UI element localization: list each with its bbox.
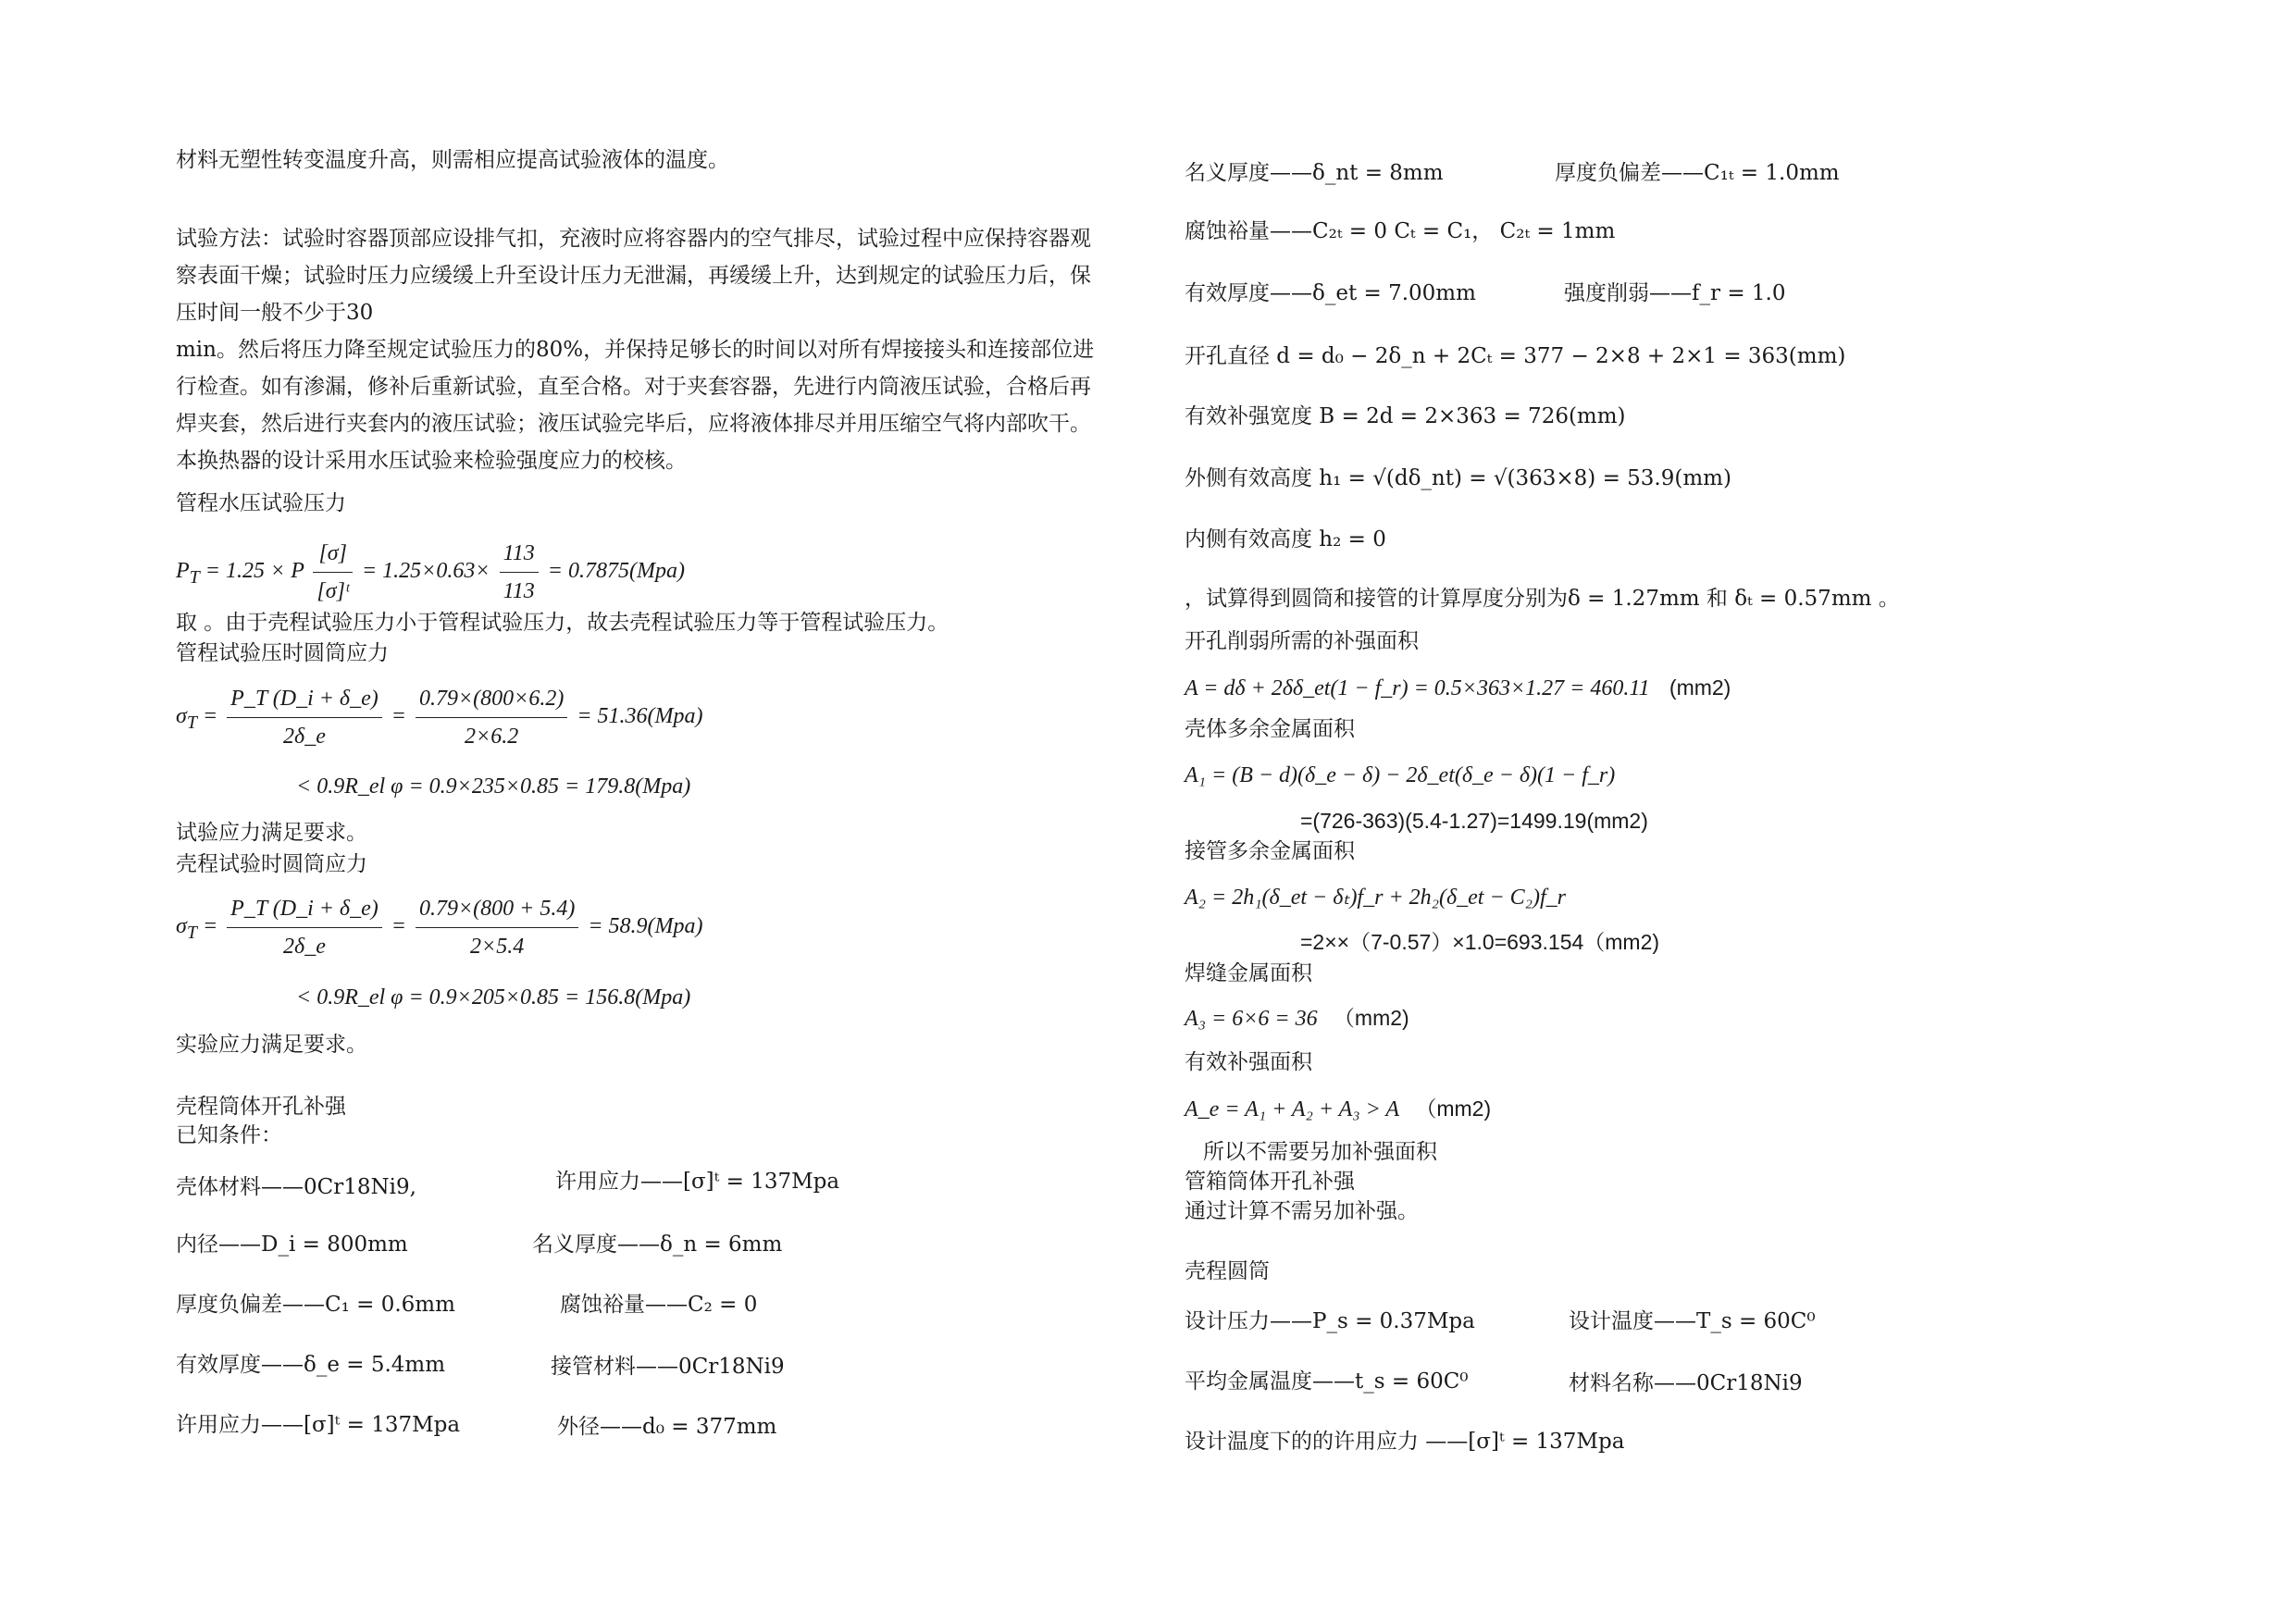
eq1-frac-a [227, 680, 382, 755]
eq2-num-a: P_T (D_i + δ_e) [227, 890, 382, 928]
eq2-result: 58.9(Mpa) [608, 914, 703, 939]
heading-a2: 接管多余金属面积 [1185, 839, 1355, 863]
equation-a2-value: =2××（7-0.57）×1.0=693.154（mm2) [1300, 930, 1660, 954]
shell-row2-right: 材料名称——0Cr18Ni9 [1569, 1371, 1803, 1395]
thickness-note: ，试算得到圆筒和接管的计算厚度分别为δ = 1.27mm 和 δₜ = 0.57mm 。 [1185, 587, 1900, 611]
eq1-num-a: P_T (D_i + δ_e) [227, 680, 382, 718]
eq-pt-den1: [σ]ᵗ [316, 579, 349, 603]
no-need-text: 所以不需要另加补强面积 [1203, 1140, 1437, 1164]
heading-shell-opening: 壳程筒体开孔补强 [176, 1094, 346, 1118]
equation-area-a: A = dδ + 2δδ_et(1 − f_r) = 0.5×363×1.27 = 460.11 (mm2) [1185, 675, 1731, 700]
rrow1-left: 名义厚度——δ_nt = 8mm [1185, 161, 1444, 185]
heading-ae: 有效补强面积 [1185, 1050, 1312, 1074]
row1-left: 壳体材料——0Cr18Ni9, [176, 1175, 416, 1199]
heading-box-opening: 管箱筒体开孔补强 [1185, 1170, 1355, 1194]
take-note: 取 。由于壳程试验压力小于管程试验压力，故去壳程试验压力等于管程试验压力。 [176, 611, 949, 635]
eq-pt-num2: 113 [500, 535, 539, 573]
row3-right: 腐蚀裕量——C₂ = 0 [560, 1293, 758, 1317]
eq1-den-a: 2δ_e [283, 725, 326, 749]
eq-pt-frac2 [500, 535, 539, 610]
equation-tube-stress: $\sigma_T$ = $\frac{P\_T (D\_i + \delta\_e)}{2\delta\_e}$ = $\frac{0.79\times(800\times 6.2)}{2\times 6.2}$ = 51.36(Mpa) [176, 680, 703, 755]
shell-row2-left: 平均金属温度——t_s = 60C⁰ [1185, 1369, 1469, 1394]
eq-pt-mid2: 1.25×0.63× [382, 559, 490, 584]
heading-shell-stress: 壳程试验时圆筒应力 [176, 851, 367, 875]
eq-pt-mid: 1.25 × P [226, 559, 304, 584]
row1-right: 许用应力——[σ]ᵗ = 137Mpa [555, 1170, 840, 1194]
eq-pt-lhs: $P_T$ = [176, 559, 226, 588]
row3-left: 厚度负偏差——C₁ = 0.6mm [176, 1293, 455, 1317]
equation-shell-stress: $\sigma_T$ = $\frac{P\_T (D\_i + \delta\_e)}{2\delta\_e}$ = $\frac{0.79\times(800 + 5.4)}{2\times 5.4}$ = 58.9(Mpa) [176, 890, 703, 965]
ok2-text: 实验应力满足要求。 [176, 1033, 367, 1057]
heading-tube-stress: 管程试验压时圆筒应力 [176, 640, 389, 664]
eq1-frac-b [416, 680, 567, 755]
rrow3-right: 强度削弱——f_r = 1.0 [1564, 281, 1786, 305]
equation-a1-value: =(726-363)(5.4-1.27)=1499.19(mm2) [1300, 809, 1648, 833]
row5-right: 外径——d₀ = 377mm [557, 1415, 777, 1439]
equation-ae: A_e = A₁ + A₂ + A₃ > A （mm2) [1185, 1096, 1492, 1121]
eq1-check: < 0.9R_el φ = 0.9×235×0.85 = 179.8(Mpa) [296, 774, 691, 799]
rrow3-left: 有效厚度——δ_et = 7.00mm [1185, 281, 1476, 305]
eq2-frac-b [416, 890, 578, 965]
heading-tube-pressure: 管程水压试验压力 [176, 490, 346, 514]
shell-row1-right: 设计温度——T_s = 60C⁰ [1569, 1309, 1816, 1333]
outer-height: 外侧有效高度 h₁ = √(dδ_nt) = √(363×8) = 53.9(mm) [1185, 466, 1731, 490]
ok1-text: 试验应力满足要求。 [176, 821, 367, 845]
equation-a3: A₃ = 6×6 = 36 （mm2) [1185, 1006, 1409, 1031]
method-paragraph [176, 220, 1111, 479]
row4-left: 有效厚度——δ_e = 5.4mm [176, 1353, 446, 1377]
method-part2: min。然后将压力降至规定试验压力的80%，并保持足够长的时间以对所有焊接接头和连接部位进行检查。如有渗漏，修补后重新试验，直至合格。对于夹套容器，先进行内筒液压试验，合格后再焊夹套，然后进行夹套内的液压试验；液压试验完毕后，应将液体排尽并用压缩空气将内部吹干。本换热器的设计采用水压试验来检验强度应力的校核。 [176, 338, 1095, 473]
opening-diameter: 开孔直径 d = d₀ − 2δ_n + 2Cₜ = 377 − 2×8 + 2×1 = 363(mm) [1185, 344, 1846, 368]
eq2-den-b: 2×5.4 [470, 935, 525, 959]
effective-width: 有效补强宽度 B = 2d = 2×363 = 726(mm) [1185, 404, 1626, 428]
equation-pt: $P_T = 1.25 \times P$ $\frac{[\sigma]}{\text{[σ]ᵗ}}$ = 1.25×0.63× $\frac{113}{113}$ = 0.7875(Mpa) [176, 535, 685, 610]
known-conditions: 已知条件： [176, 1123, 282, 1147]
eq-pt-frac1 [313, 535, 353, 610]
intro-text: 材料无塑性转变温度升高，则需相应提高试验液体的温度。 [176, 148, 729, 172]
eq-pt-den2: 113 [503, 579, 535, 603]
row2-left: 内径——D_i = 800mm [176, 1233, 408, 1257]
method-part1: 试验方法：试验时容器顶部应设排气扣，充液时应将容器内的空气排尽，试验过程中应保持容器观察表面干燥；试验时压力应缓缓上升至设计压力无泄漏，再缓缓上升，达到规定的试验压力后，保压时间一般不少于30 [176, 227, 1091, 325]
eq1-result: 51.36(Mpa) [597, 704, 703, 729]
eq1-den-b: 2×6.2 [465, 725, 519, 749]
shell-row3: 设计温度下的的许用应力 ——[σ]ᵗ = 137Mpa [1185, 1430, 1625, 1454]
row5-left: 许用应力——[σ]ᵗ = 137Mpa [176, 1413, 461, 1437]
heading-a3: 焊缝金属面积 [1185, 961, 1312, 985]
eq2-frac-a [227, 890, 382, 965]
heading-shell-cylinder: 壳程圆筒 [1185, 1258, 1270, 1282]
eq2-den-a: 2δ_e [283, 935, 326, 959]
equation-a1: A₁ = (B − d)(δ_e − δ) − 2δ_et(δ_e − δ)(1 − f_r) [1185, 763, 1616, 787]
equation-a2: A₂ = 2h₁(δ_et − δₜ)f_r + 2h₂(δ_et − C₂)f_r [1185, 886, 1566, 910]
box-note: 通过计算不需另加补强。 [1185, 1199, 1419, 1223]
rrow2: 腐蚀裕量——C₂ₜ = 0 Cₜ = C₁， C₂ₜ = 1mm [1185, 219, 1616, 243]
rrow1-right: 厚度负偏差——C₁ₜ = 1.0mm [1555, 161, 1840, 185]
row2-right: 名义厚度——δ_n = 6mm [532, 1233, 783, 1257]
inner-height: 内侧有效高度 h₂ = 0 [1185, 527, 1386, 551]
eq1-num-b: 0.79×(800×6.2) [416, 680, 567, 718]
eq-pt-num1: [σ] [313, 535, 353, 573]
heading-a1: 壳体多余金属面积 [1185, 717, 1355, 741]
eq2-check: < 0.9R_el φ = 0.9×205×0.85 = 156.8(Mpa) [296, 985, 691, 1010]
eq-pt-result: 0.7875(Mpa) [567, 559, 685, 584]
row4-right: 接管材料——0Cr18Ni9 [551, 1355, 785, 1379]
heading-required-area: 开孔削弱所需的补强面积 [1185, 628, 1419, 652]
eq2-num-b: 0.79×(800 + 5.4) [416, 890, 578, 928]
shell-row1-left: 设计压力——P_s = 0.37Mpa [1185, 1309, 1475, 1333]
